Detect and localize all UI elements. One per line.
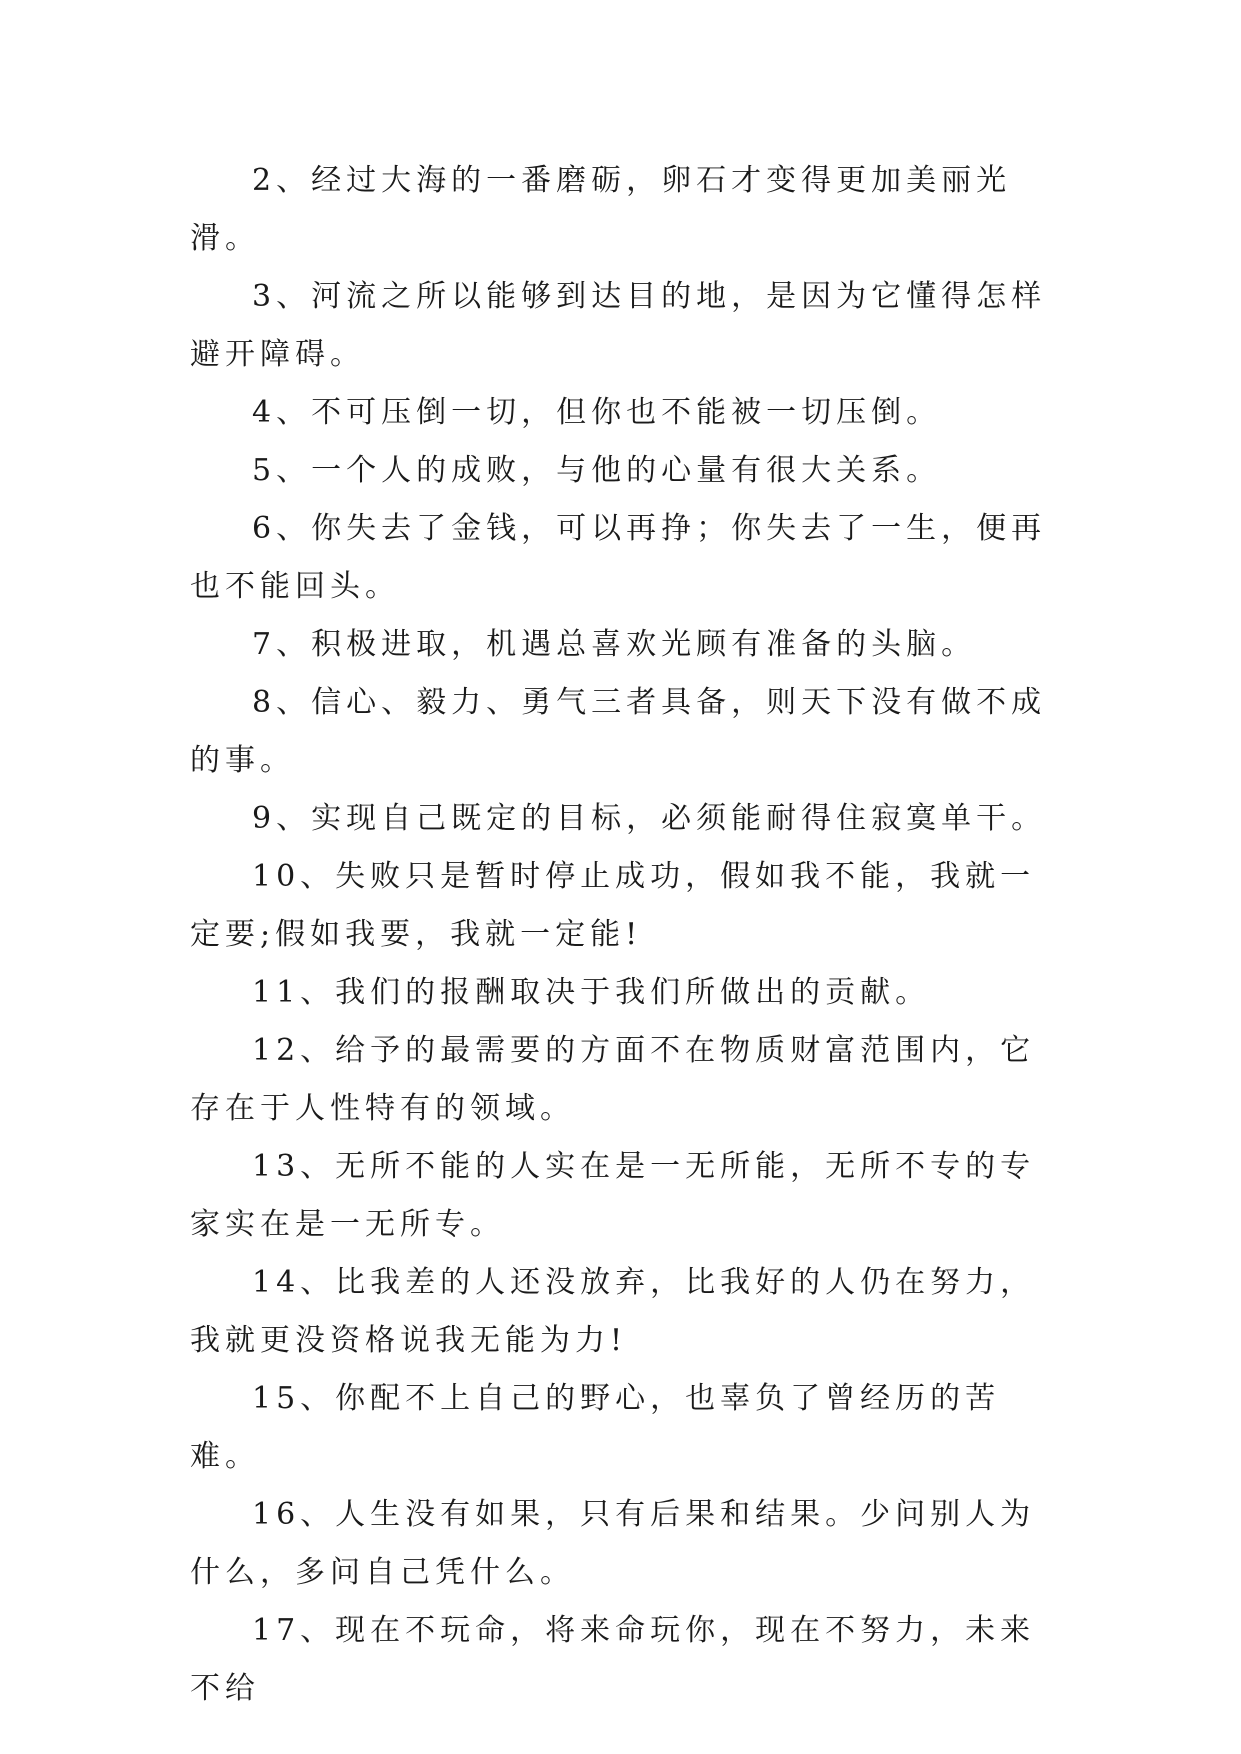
paragraph-2: 2、经过大海的一番磨砺，卵石才变得更加美丽光滑。 — [190, 163, 1012, 256]
paragraph-3: 3、河流之所以能够到达目的地，是因为它懂得怎样避开障碍。 — [190, 279, 1047, 372]
paragraph-12: 12、给予的最需要的方面不在物质财富范围内，它存在于人性特有的领域。 — [190, 1033, 1036, 1126]
paragraph-8: 8、信心、毅力、勇气三者具备，则天下没有做不成的事。 — [190, 685, 1047, 778]
paragraph-13: 13、无所不能的人实在是一无所能，无所不专的专家实在是一无所专。 — [190, 1149, 1036, 1242]
paragraph-15: 15、你配不上自己的野心，也辜负了曾经历的苦难。 — [190, 1381, 1001, 1474]
paragraph-4: 4、不可压倒一切，但你也不能被一切压倒。 — [252, 395, 942, 430]
paragraph-14: 14、比我差的人还没放弃，比我好的人仍在努力，我就更没资格说我无能为力! — [190, 1265, 1036, 1358]
paragraph-16: 16、人生没有如果，只有后果和结果。少问别人为什么，多问自己凭什么。 — [190, 1497, 1036, 1590]
paragraph-6: 6、你失去了金钱，可以再挣；你失去了一生，便再也不能回头。 — [190, 511, 1047, 604]
paragraph-9: 9、实现自己既定的目标，必须能耐得住寂寞单干。 — [252, 801, 1047, 836]
document-body — [190, 152, 1050, 1718]
paragraph-10: 10、失败只是暂时停止成功，假如我不能，我就一定要;假如我要，我就一定能! — [190, 859, 1036, 952]
paragraph-5: 5、一个人的成败，与他的心量有很大关系。 — [252, 453, 942, 488]
paragraph-11: 11、我们的报酬取决于我们所做出的贡献。 — [252, 975, 931, 1010]
paragraph-7: 7、积极进取，机遇总喜欢光顾有准备的头脑。 — [252, 627, 977, 662]
paragraph-17: 17、现在不玩命，将来命玩你，现在不努力，未来不给 — [190, 1613, 1036, 1706]
